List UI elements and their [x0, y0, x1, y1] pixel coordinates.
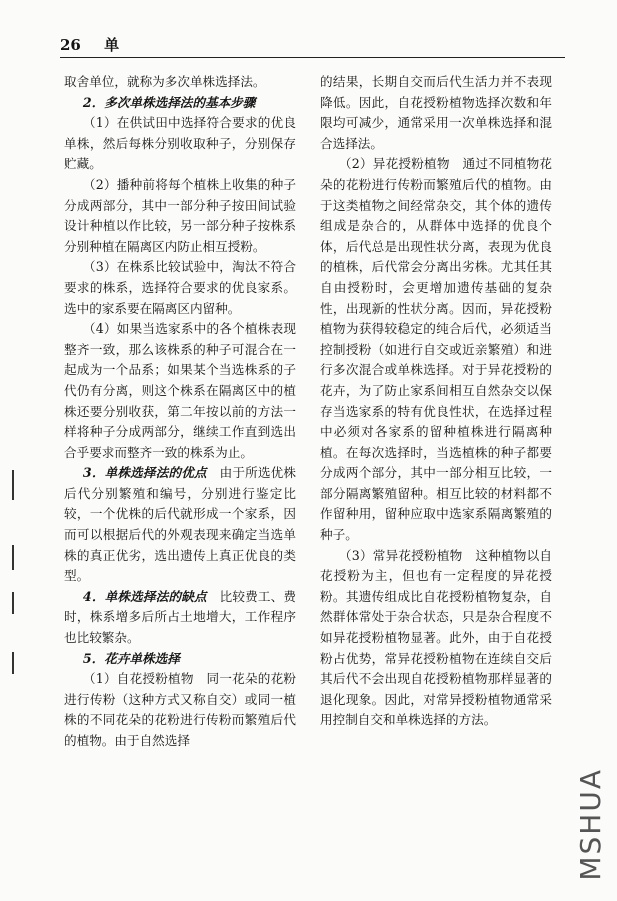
scan-margin-mark: [12, 545, 14, 570]
inline-heading: （3）常异花授粉植物: [338, 547, 463, 563]
paragraph: [64, 669, 296, 751]
paragraph-body: 比较费工、费时，株系增多后所占土地增大，工作程序也比较繁杂。: [64, 588, 297, 646]
page-number: 26: [60, 36, 81, 54]
right-column: [320, 72, 552, 731]
paragraph: 取舍单位，就称为多次单株选择法。: [64, 74, 266, 89]
running-header: [60, 34, 119, 55]
paragraph-body: 同一花朵的花粉进行传粉（这种方式又称自交）或同一植株的不同花朵的花粉进行传粉而繁殖后代的植物。由于自然选择: [64, 671, 297, 748]
paragraph: [64, 587, 296, 649]
paragraph-body: 这种植物以自花授粉为主，但也有一定程度的异花授粉。其遗传组成比自花授粉植物复杂，自然群体常处于杂合状态，只是杂合程度不如异花授粉植物显著。此外，由于自花授粉占优势，常异花授粉植物在连续自交后其后代不会出现自花授粉植物那样显著的退化现象。因此，对常异授粉植物通常采用控制自交和单株选择的方法。: [320, 547, 553, 728]
paragraph: （3）在株系比较试验中，淘汰不符合要求的株系，选择符合要求的优良家系。选中的家系要在隔离区内留种。: [64, 259, 296, 316]
header-rule: [60, 57, 565, 58]
watermark: MSHUA: [574, 768, 607, 881]
section-heading: 5．花卉单株选择: [82, 650, 180, 666]
paragraph: [320, 546, 552, 731]
paragraph-body: 由于所选优株后代分别繁殖和编号，分别进行鉴定比较，一个优株的后代就形成一个家系，因而可以根据后代的外观表现来确定当选单株的真正优劣，选出遗传上真正优良的类型。: [64, 465, 297, 584]
paragraph: （2）播种前将每个植株上收集的种子分成两部分，其中一部分种子按田间试验设计种植以作比较，另一部分种子按株系分别种植在隔离区内防止相互授粉。: [64, 176, 296, 254]
paragraph: [320, 154, 552, 545]
scan-margin-mark: [12, 592, 14, 614]
inline-heading: （1）自花授粉植物: [82, 671, 194, 687]
scan-margin-mark: [12, 470, 14, 500]
paragraph: （1）在供试田中选择符合要求的优良单株，然后每株分别收取种子，分别保存贮藏。: [64, 115, 296, 172]
paragraph: （4）如果当选家系中的各个植株表现整齐一致，那么该株系的种子可混合在一起成为一个品系；如果某个当选株系的子代仍有分离，则这个株系在隔离区中的植株还要分别收获，第二年按以前的方法一样将种子分成两部分，继续工作直到选出合乎要求而整齐一致的株系为止。: [64, 321, 296, 460]
inline-heading: （2）异花授粉植物: [338, 156, 450, 172]
section-heading: 2．多次单株选择法的基本步骤: [82, 94, 256, 110]
paragraph: [64, 463, 296, 587]
running-title: 单: [104, 36, 120, 54]
inline-heading: 4．单株选择法的缺点: [82, 588, 207, 604]
left-column: [64, 72, 296, 752]
inline-heading: 3．单株选择法的优点: [82, 465, 207, 481]
paragraph-body: 通过不同植物花朵的花粉进行传粉而繁殖后代的植物。由于这类植物之间经常杂交，其个体的遗传组成是杂合的，从群体中选择的优良个体，后代总是出现性状分离，表现为优良的植株，后代常会分离出劣株。尤其任其自由授粉时，会更增加遗传基础的复杂性，出现新的性状分离。因而，异花授粉植物为获得较稳定的纯合后代，必须适当控制授粉（如进行自交或近亲繁殖）和进行多次混合或单株选择。对于异花授粉的花卉，为了防止家系间相互自然杂交以保存当选家系的特有优良性状，在选择过程中必须对各家系的留种植株进行隔离种植。在每次选择时，当选植株的种子都要分成两个部分，其中一部分相互比较，一部分隔离繁殖留种。相互比较的材料都不作留种用，留种应取中选家系隔离繁殖的种子。: [320, 156, 553, 543]
scan-margin-mark: [12, 652, 14, 674]
paragraph: 的结果，长期自交而后代生活力并不表现降低。因此，自花授粉植物选择次数和年限均可减少，通常采用一次单株选择和混合选择法。: [320, 74, 552, 151]
